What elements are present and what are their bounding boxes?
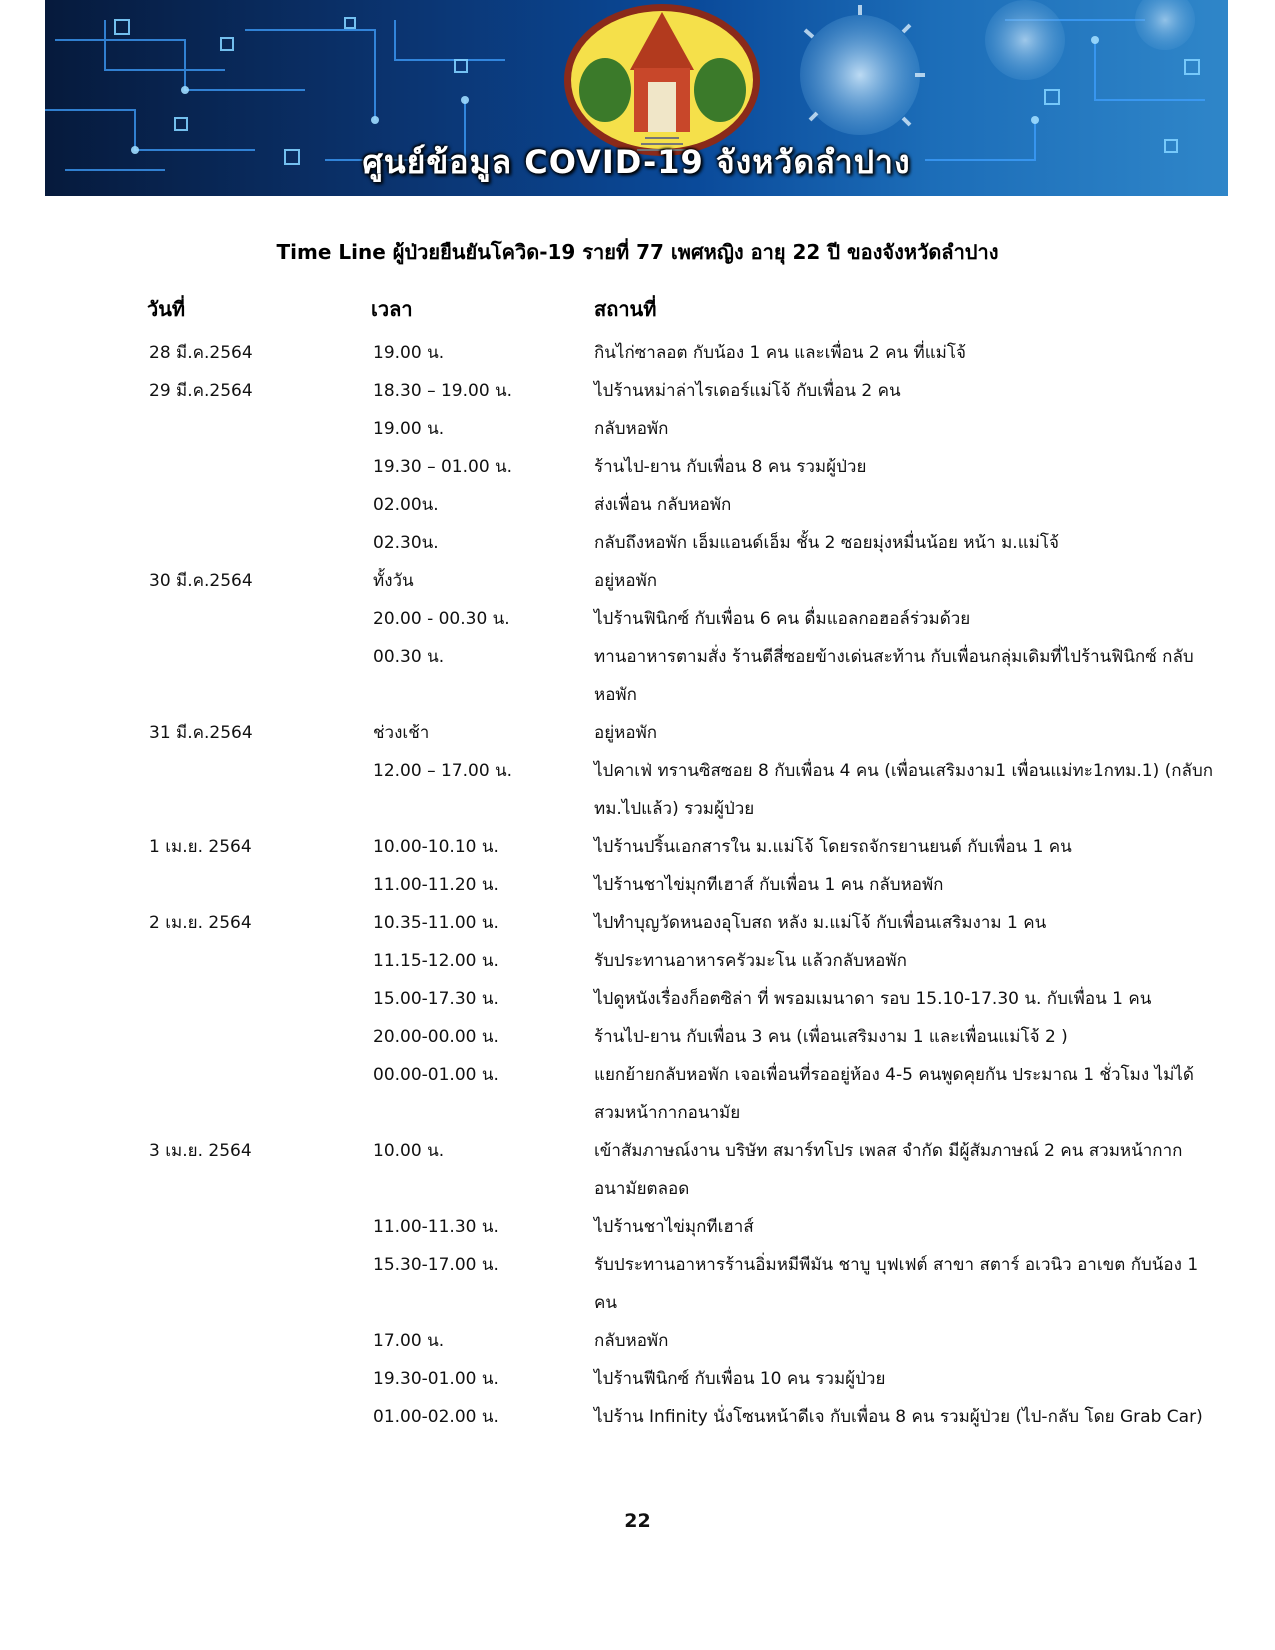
row-time: 00.00-01.00 น. [373,1065,499,1085]
table-row [0,1056,1275,1132]
row-time: 20.00-00.00 น. [373,1027,499,1047]
row-place: ส่งเพื่อน กลับหอพัก [594,495,732,515]
row-time: 01.00-02.00 น. [373,1407,499,1427]
table-row [0,942,1275,980]
row-place: อยู่หอพัก [594,571,658,591]
row-place: ไปคาเฟ่ ทรานซิสซอย 8 กับเพื่อน 4 คน (เพื่อนเสริมงาม1 เพื่อนแม่ทะ1กทม.1) (กลับกทม.ไปแล้ว) รวมผู้ป่วย [594,761,1214,819]
row-place: กลับหอพัก [594,419,669,439]
row-place: ไปร้านชาไข่มุกทีเฮาส์ [594,1217,754,1237]
table-row [0,980,1275,1018]
row-place: ไปดูหนังเรื่องก็อตซิล่า ที่ พรอมเมนาดา รอบ 15.10-17.30 น. กับเพื่อน 1 คน [594,989,1152,1009]
row-place: ไปร้านหม่าล่าไรเดอร์แม่โจ้ กับเพื่อน 2 คน [594,381,901,401]
header-date: วันที่ [147,297,186,321]
row-date: 1 เม.ย. 2564 [149,837,252,857]
row-place: ไปร้านฟินิกซ์ กับเพื่อน 6 คน ดื่มแอลกอฮอล์ร่วมด้วย [594,609,971,629]
header-place: สถานที่ [594,297,657,321]
page-number: 22 [624,1510,651,1532]
row-time: 10.00 น. [373,1141,445,1161]
row-time: 19.00 น. [373,419,445,439]
row-place: เข้าสัมภาษณ์งาน บริษัท สมาร์ทโปร เพลส จำกัด มีผู้สัมภาษณ์ 2 คน สวมหน้ากากอนามัยตลอด [594,1141,1183,1199]
table-row [0,714,1275,752]
row-place: ไปร้านปริ้นเอกสารใน ม.แม่โจ้ โดยรถจักรยานยนต์ กับเพื่อน 1 คน [594,837,1072,857]
row-time: 12.00 – 17.00 น. [373,761,513,781]
row-place: ร้านไป-ยาน กับเพื่อน 8 คน รวมผู้ป่วย [594,457,867,477]
row-place: ไปทำบุญวัดหนองอุโบสถ หลัง ม.แม่โจ้ กับเพื่อนเสริมงาม 1 คน [594,913,1047,933]
row-time: 15.30-17.00 น. [373,1255,499,1275]
row-time: 18.30 – 19.00 น. [373,381,513,401]
row-place: แยกย้ายกลับหอพัก เจอเพื่อนที่รออยู่ห้อง 4-5 คนพูดคุยกัน ประมาณ 1 ชั่วโมง ไม่ได้สวมหน้ากากอนามัย [594,1065,1194,1123]
row-date: 3 เม.ย. 2564 [149,1141,252,1161]
row-place: ไปร้านชาไข่มุกทีเฮาส์ กับเพื่อน 1 คน กลับหอพัก [594,875,944,895]
table-row [0,752,1275,828]
table-row [0,904,1275,942]
table-row [0,410,1275,448]
table-row [0,1360,1275,1398]
table-row [0,638,1275,714]
table-row [0,866,1275,904]
table-row [0,524,1275,562]
lampang-seal-icon [564,4,760,156]
timeline-table [0,334,1275,1436]
table-row [0,1018,1275,1056]
row-time: 15.00-17.30 น. [373,989,499,1009]
row-time: 20.00 - 00.30 น. [373,609,510,629]
document-title: Time Line ผู้ป่วยยืนยันโควิด-19 รายที่ 77 เพศหญิง อายุ 22 ปี ของจังหวัดลำปาง [276,240,999,264]
table-row [0,486,1275,524]
row-place: รับประทานอาหารร้านอิ่มหมีพีมัน ชาบู บุฟเฟต์ สาขา สตาร์ อเวนิว อาเขต กับน้อง 1 คน [594,1255,1199,1313]
table-row [0,1246,1275,1322]
row-time: 10.00-10.10 น. [373,837,499,857]
row-time: 19.30 – 01.00 น. [373,457,513,477]
row-place: ร้านไป-ยาน กับเพื่อน 3 คน (เพื่อนเสริมงาม 1 และเพื่อนแม่โจ้ 2 ) [594,1027,1068,1047]
row-place: อยู่หอพัก [594,723,658,743]
row-place: ไปร้าน Infinity นั่งโซนหน้าดีเจ กับเพื่อน 8 คน รวมผู้ป่วย (ไป-กลับ โดย Grab Car) [594,1407,1203,1427]
row-time: 02.30น. [373,533,439,553]
row-date: 30 มี.ค.2564 [149,571,253,591]
row-time: 00.30 น. [373,647,445,667]
table-row [0,1322,1275,1360]
virus-icon [800,0,1195,135]
table-row [0,600,1275,638]
row-time: 11.00-11.30 น. [373,1217,499,1237]
row-time: 02.00น. [373,495,439,515]
row-date: 29 มี.ค.2564 [149,381,253,401]
table-row [0,334,1275,372]
row-time: 17.00 น. [373,1331,445,1351]
row-place: ไปร้านฟีนิกซ์ กับเพื่อน 10 คน รวมผู้ป่วย [594,1369,886,1389]
row-place: กลับถึงหอพัก เอ็มแอนด์เอ็ม ชั้น 2 ซอยมุ่งหมื่นน้อย หน้า ม.แม่โจ้ [594,533,1059,553]
table-row [0,1208,1275,1246]
row-time: 19.30-01.00 น. [373,1369,499,1389]
row-date: 31 มี.ค.2564 [149,723,253,743]
row-time: ทั้งวัน [373,571,414,591]
banner [45,0,1228,196]
banner-title: ศูนย์ข้อมูล COVID-19 จังหวัดลำปาง [362,143,911,181]
row-place: กินไก่ซาลอต กับน้อง 1 คน และเพื่อน 2 คน ที่แม่โจ้ [594,343,966,363]
row-date: 2 เม.ย. 2564 [149,913,252,933]
row-time: 10.35-11.00 น. [373,913,499,933]
row-place: กลับหอพัก [594,1331,669,1351]
header-time: เวลา [371,297,413,321]
table-row [0,1132,1275,1208]
table-row [0,1398,1275,1436]
table-row [0,372,1275,410]
row-time: 11.15-12.00 น. [373,951,499,971]
row-place: ทานอาหารตามสั่ง ร้านตีสี่ซอยข้างเด่นสะท้าน กับเพื่อนกลุ่มเดิมที่ไปร้านฟินิกซ์ กลับหอพัก [594,647,1194,705]
table-row [0,828,1275,866]
row-date: 28 มี.ค.2564 [149,343,253,363]
row-time: ช่วงเช้า [373,723,430,743]
row-time: 19.00 น. [373,343,445,363]
row-place: รับประทานอาหารครัวมะโน แล้วกลับหอพัก [594,951,907,971]
table-row [0,448,1275,486]
row-time: 11.00-11.20 น. [373,875,499,895]
table-row [0,562,1275,600]
